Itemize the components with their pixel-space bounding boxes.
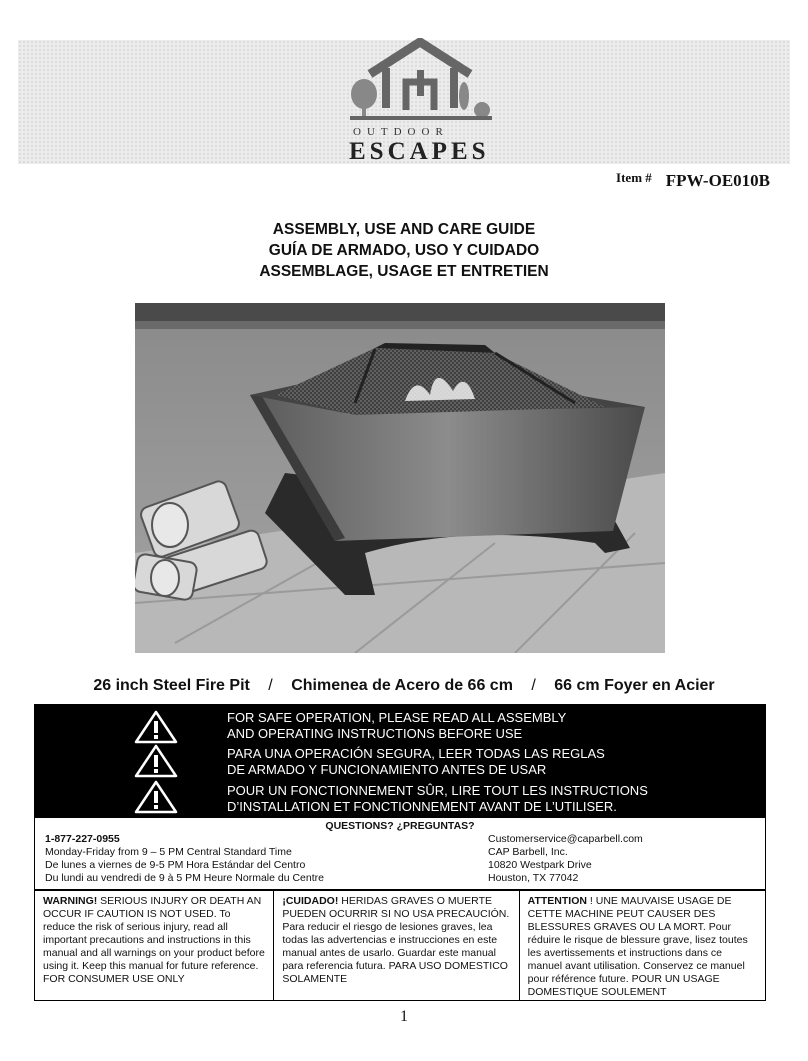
hours-es: De lunes a viernes de 9-5 PM Hora Estándar del Centro [45,859,306,871]
notice-columns [34,890,766,1001]
item-number [616,170,770,191]
warning-es-line1: PARA UNA OPERACIÓN SEGURA, LEER TODAS LAS REGLAS [227,746,605,761]
warning-es-line2: DE ARMADO Y FUNCIONAMIENTO ANTES DE USAR [227,762,547,777]
street-address: 10820 Westpark Drive [488,859,592,871]
contact-section [34,818,766,890]
warning-fr-line2: D’INSTALLATION ET FONCTIONNEMENT AVANT DE L’UTILISER. [227,799,617,814]
separator-1: / [268,677,273,694]
notice-en-body: SERIOUS INJURY OR DEATH AN OCCUR IF CAUTION IS NOT USED. To reduce the risk of serious injury, read all important precautions and instructions in this manual and all warnings on your product before using it. Keep this manual for future reference. FOR CONSUMER USE ONLY [43,895,265,985]
brand-line2: ESCAPES [349,138,490,165]
notice-fr-body: ! UNE MAUVAISE USAGE DE CETTE MACHINE PEUT CAUSER DES BLESSURES GRAVES OU LA MORT. Pour réduire le risque de blessure grave, lisez toutes les avertissements et instructions dans ce manuel avant utilisation. Conservez ce manuel pour référence future. POUR UN USAGE DOMESTIQUE SOULEMENT [527,895,748,998]
notice-es-body: HERIDAS GRAVES O MUERTE PUEDEN OCURRIR SI NO USA PRECAUCIÓN. Para reducir el riesgo de lesiones graves, lea todas las advertencias e instrucciones en este manual antes de usarlo. Guardar este manual para referencia futura. PARA USO DOMESTICO SOLAMENTE [282,895,510,985]
brand-line1: OUTDOOR [353,126,449,138]
notice-fr [519,891,765,1000]
warning-es [227,746,605,778]
warning-en-line1: FOR SAFE OPERATION, PLEASE READ ALL ASSEMBLY [227,710,567,725]
house-tree-logo-icon [344,38,504,128]
separator-2: / [531,677,536,694]
notice-es [273,891,518,1000]
notice-en [35,891,273,1000]
company-name: CAP Barbell, Inc. [488,846,568,858]
warning-en-line2: AND OPERATING INSTRUCTIONS BEFORE USE [227,726,523,741]
item-value: FPW-OE010B [665,171,770,190]
warning-fr-line1: POUR UN FONCTIONNEMENT SÛR, LIRE TOUT LES INSTRUCTIONS [227,783,648,798]
brand-logo [344,38,504,166]
warning-triangle-icon [134,710,178,744]
fire-pit-photo [135,303,665,653]
warning-triangle-icon [134,780,178,814]
product-subtitle [0,677,808,695]
product-en: 26 inch Steel Fire Pit [93,677,250,694]
warning-triangle-icon [134,744,178,778]
warning-fr [227,783,648,815]
contact-address [488,833,643,885]
city-address: Houston, TX 77042 [488,872,579,884]
product-fr: 66 cm Foyer en Acier [554,677,715,694]
contact-hours [45,833,324,885]
warning-en [227,710,566,742]
notice-fr-head: ATTENTION [527,895,587,907]
safety-warning-box [34,704,766,818]
phone-number[interactable]: 1-877-227-0955 [45,833,120,845]
guide-titles [0,219,808,282]
item-label: Item # [616,170,652,185]
product-es: Chimenea de Acero de 66 cm [291,677,513,694]
email-link[interactable]: Customerservice@caparbell.com [488,833,643,845]
title-es: GUÍA DE ARMADO, USO Y CUIDADO [268,242,540,259]
page-number: 1 [400,1008,408,1025]
notice-en-head: WARNING! [43,895,98,907]
title-fr: ASSEMBLAGE, USAGE ET ENTRETIEN [259,263,549,280]
questions-heading: QUESTIONS? ¿PREGUNTAS? [325,820,475,832]
hours-fr: Du lundi au vendredi de 9 à 5 PM Heure Normale du Centre [45,872,324,884]
notice-es-head: ¡CUIDADO! [282,895,339,907]
hours-en: Monday-Friday from 9 – 5 PM Central Standard Time [45,846,292,858]
title-en: ASSEMBLY, USE AND CARE GUIDE [272,221,536,238]
